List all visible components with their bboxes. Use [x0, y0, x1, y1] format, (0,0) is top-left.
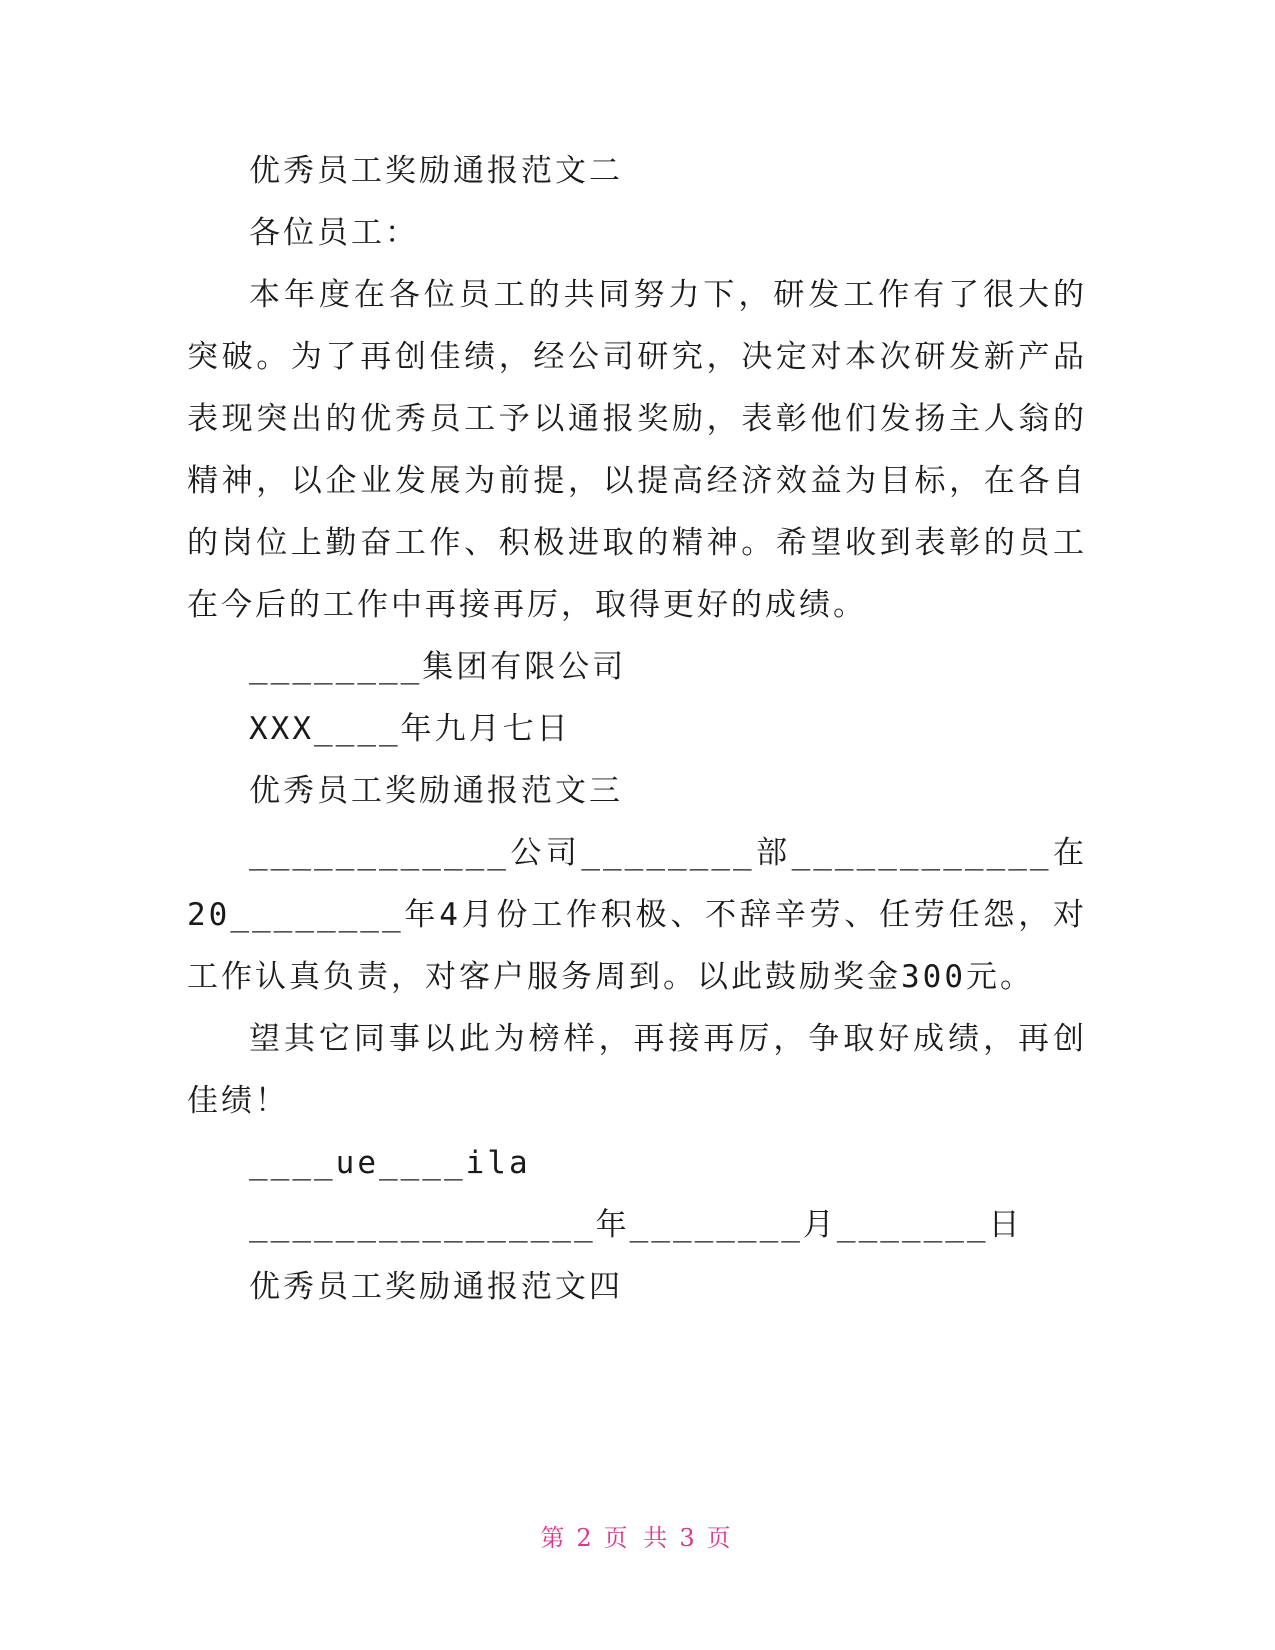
footer-page-number: 2: [576, 1524, 596, 1552]
footer-total-pages: 3: [679, 1524, 699, 1552]
greeting: 各位员工：: [249, 215, 419, 251]
section-heading-3: 优秀员工奖励通报范文三: [249, 773, 623, 809]
section-heading-4: 优秀员工奖励通报范文四: [249, 1269, 623, 1305]
date-blank-line: ________________年________月_______日: [249, 1207, 1023, 1243]
company-signature: ________集团有限公司: [249, 649, 627, 685]
footer-suffix: 页: [706, 1524, 735, 1552]
page-footer: [0, 1518, 1275, 1553]
paragraph-award: ____________公司________部____________在20________年4月份工作积极、不辞辛劳、任劳任怨，对工作认真负责，对客户服务周到。以此鼓励奖金300元。: [187, 835, 1087, 995]
section-heading-2: 优秀员工奖励通报范文二: [249, 153, 623, 189]
signature-name: ____ue____ila: [249, 1145, 531, 1181]
paragraph-encouragement: 望其它同事以此为榜样，再接再厉，争取好成绩，再创佳绩！: [187, 1021, 1087, 1119]
paragraph-commendation: 本年度在各位员工的共同努力下，研发工作有了很大的突破。为了再创佳绩，经公司研究，决定对本次研发新产品表现突出的优秀员工予以通报奖励，表彰他们发扬主人翁的精神，以企业发展为前提，以提高经济效益为目标，在各自的岗位上勤奋工作、积极进取的精神。希望收到表彰的员工在今后的工作中再接再厉，取得更好的成绩。: [187, 277, 1087, 623]
signature-date: XXX____年九月七日: [249, 711, 571, 747]
footer-prefix: 第: [540, 1524, 569, 1552]
footer-middle: 页 共: [603, 1524, 672, 1552]
document-body: [187, 140, 1087, 1318]
